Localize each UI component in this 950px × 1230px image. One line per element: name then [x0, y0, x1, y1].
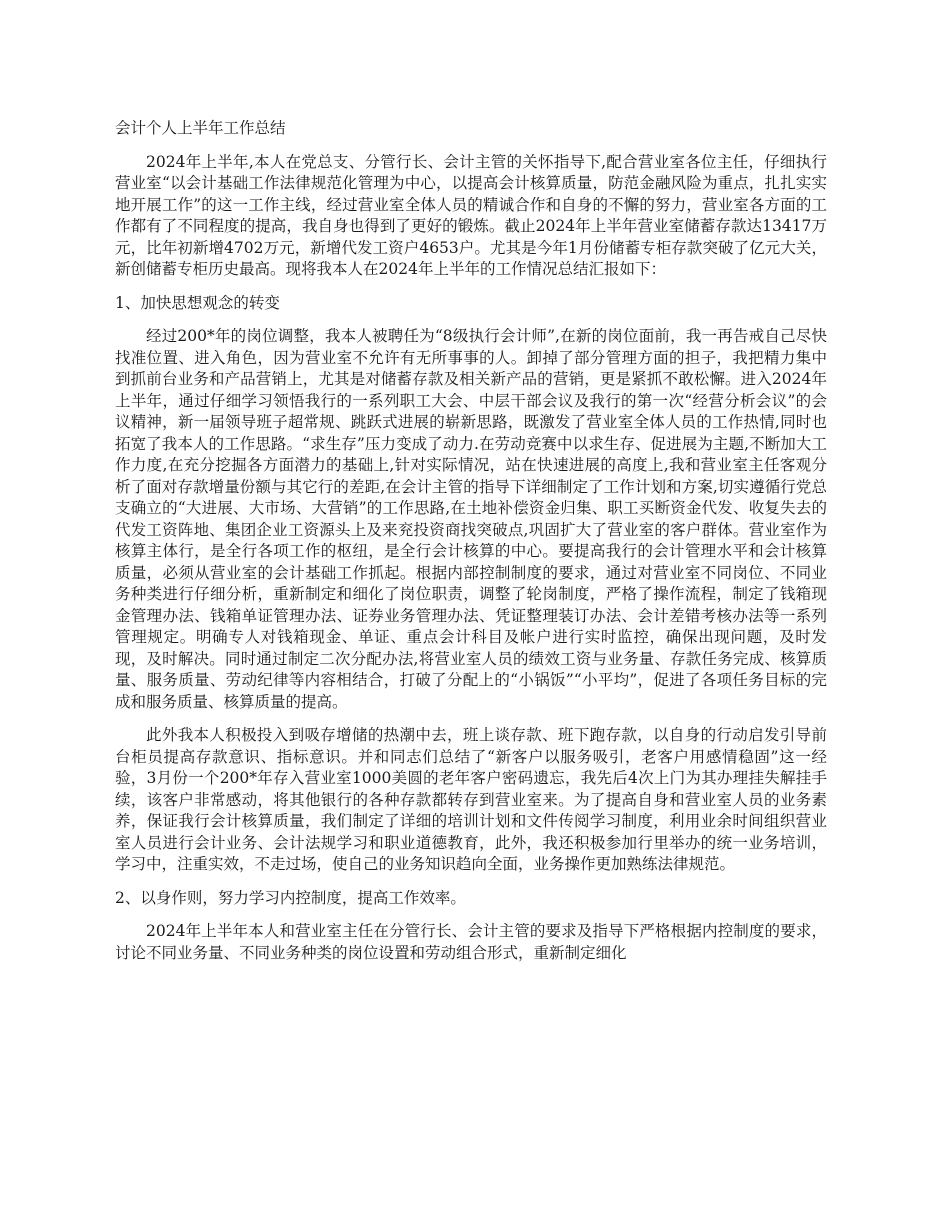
- section-2-heading: 2、以身作则，努力学习内控制度，提高工作效率。: [115, 888, 466, 907]
- section-1-heading: 1、加快思想观念的转变: [115, 293, 280, 312]
- document-page: [115, 118, 827, 976]
- intro-paragraph: 2024年上半年,本人在党总支、分管行长、会计主管的关怀指导下,配合营业室各位主任，仔细执行营业室“以会计基础工作法律规范化管理为中心，以提高会计核算质量，防范金融风险为重点，扎扎实实地开展工作”的这一工作主线，经过营业室全体人员的精诚合作和自身的不懈的努力，营业室各方面的工作都有了不同程度的提高，我自身也得到了更好的锻炼。截止2024年上半年营业室储蓄存款达13417万元，比年初新增4702万元，新增代发工资户4653户。尤其是今年1月份储蓄专柜存款突破了亿元大关，新创储蓄专柜历史最高。现将我本人在2024年上半年的工作情况总结汇报如下：: [115, 152, 827, 278]
- document-title: 会计个人上半年工作总结: [115, 119, 286, 137]
- section-2-paragraph-1: 2024年上半年本人和营业室主任在分管行长、会计主管的要求及指导下严格根据内控制度的要求，讨论不同业务量、不同业务种类的岗位设置和劳动组合形式，重新制定细化: [115, 922, 827, 962]
- section-1-paragraph-1: 经过200*年的岗位调整，我本人被聘任为“8级执行会计师”,在新的岗位面前，我一再告戒自己尽快找准位置、进入角色，因为营业室不允许有无所事事的人。卸掉了部分管理方面的担子，我把精力集中到抓前台业务和产品营销上，尤其是对储蓄存款及相关新产品的营销，更是紧抓不敢松懈。进入2024年上半年，通过仔细学习领悟我行的一系列职工大会、中层干部会议及我行的第一次“经营分析会议”的会议精神，新一届领导班子超常规、跳跃式进展的崭新思路，既激发了营业室全体人员的工作热情,同时也拓宽了我本人的工作思路。“求生存”压力变成了动力.在劳动竞赛中以求生存、促进展为主题,不断加大工作力度,在充分挖掘各方面潜力的基础上,针对实际情况，站在快速进展的高度上,我和营业室主任客观分析了面对存款增量份额与其它行的差距,在会计主管的指导下详细制定了工作计划和方案,切实遵循行党总支确立的“大进展、大市场、大营销”的工作思路,在土地补偿资金归集、职工买断资金代发、收复失去的代发工资阵地、集团企业工资源头上及来兖投资商找突破点,巩固扩大了营业室的客户群体。营业室作为核算主体行，是全行各项工作的枢纽，是全行会计核算的中心。要提高我行的会计管理水平和会计核算质量，必须从营业室的会计基础工作抓起。根据内部控制制度的要求，通过对营业室不同岗位、不同业务种类进行仔细分析，重新制定和细化了岗位职责，调整了轮岗制度，严格了操作流程，制定了钱箱现金管理办法、钱箱单证管理办法、证券业务管理办法、凭证整理装订办法、会计差错考核办法等一系列管理规定。明确专人对钱箱现金、单证、重点会计科目及帐户进行实时监控，确保出现问题，及时发现，及时解决。同时通过制定二次分配办法,将营业室人员的绩效工资与业务量、存款任务完成、核算质量、服务质量、劳动纪律等内容相结合，打破了分配上的“小锅饭”“小平均”，促进了各项任务目标的完成和服务质量、核算质量的提高。: [115, 327, 827, 711]
- section-1-paragraph-2: 此外我本人积极投入到吸存增储的热潮中去，班上谈存款、班下跑存款，以自身的行动启发引导前台柜员提高存款意识、指标意识。并和同志们总结了“新客户以服务吸引，老客户用感情稳固”这一经验，3月份一个200*年存入营业室1000美圆的老年客户密码遗忘，我先后4次上门为其办理挂失解挂手续，该客户非常感动，将其他银行的各种存款都转存到营业室来。为了提高自身和营业室人员的业务素养，保证我行会计核算质量，我们制定了详细的培训计划和文件传阅学习制度，利用业余时间组织营业室人员进行会计业务、会计法规学习和职业道德教育，此外，我还积极参加行里举办的统一业务培训，学习中，注重实效，不走过场，使自己的业务知识趋向全面，业务操作更加熟练法律规范。: [115, 726, 827, 873]
